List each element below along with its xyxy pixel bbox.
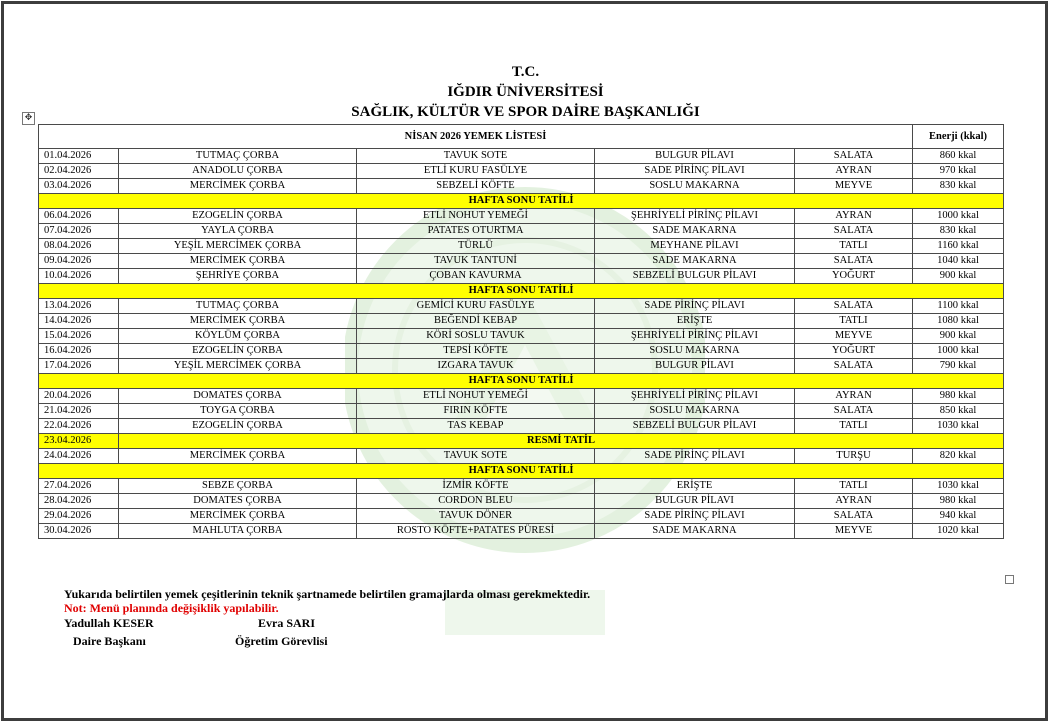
date-cell: 07.04.2026 — [39, 224, 119, 239]
menu-table — [38, 124, 1004, 539]
table-row — [39, 404, 1004, 419]
extra-cell: TATLI — [795, 239, 913, 254]
side-dish-cell: SADE PİRİNÇ PİLAVI — [595, 449, 795, 464]
side-dish-cell: ŞEHRİYELİ PİRİNÇ PİLAVI — [595, 389, 795, 404]
energy-cell: 940 kkal — [913, 509, 1004, 524]
change-warning: Not: Menü planında değişiklik yapılabilir. — [64, 601, 279, 615]
date-cell: 30.04.2026 — [39, 524, 119, 539]
energy-cell: 860 kkal — [913, 149, 1004, 164]
extra-cell: AYRAN — [795, 164, 913, 179]
table-row — [39, 329, 1004, 344]
date-cell: 03.04.2026 — [39, 179, 119, 194]
header-university: IĞDIR ÜNİVERSİTESİ — [447, 84, 604, 100]
extra-cell: MEYVE — [795, 329, 913, 344]
official-holiday-label: RESMİ TATİL — [119, 434, 1004, 449]
energy-cell: 970 kkal — [913, 164, 1004, 179]
date-cell: 09.04.2026 — [39, 254, 119, 269]
date-cell: 16.04.2026 — [39, 344, 119, 359]
main-dish-cell: TAVUK TANTUNİ — [357, 254, 595, 269]
table-row — [39, 209, 1004, 224]
extra-cell: SALATA — [795, 224, 913, 239]
date-cell: 02.04.2026 — [39, 164, 119, 179]
soup-cell: MERCİMEK ÇORBA — [119, 314, 357, 329]
soup-cell: MERCİMEK ÇORBA — [119, 509, 357, 524]
date-cell: 10.04.2026 — [39, 269, 119, 284]
soup-cell: MERCİMEK ÇORBA — [119, 179, 357, 194]
energy-cell: 1030 kkal — [913, 479, 1004, 494]
energy-cell: 1100 kkal — [913, 299, 1004, 314]
date-cell: 08.04.2026 — [39, 239, 119, 254]
side-dish-cell: MEYHANE PİLAVI — [595, 239, 795, 254]
extra-cell: AYRAN — [795, 494, 913, 509]
signer2-title: Öğretim Görevlisi — [235, 634, 328, 648]
resize-handle-icon[interactable] — [1005, 575, 1014, 584]
date-cell: 01.04.2026 — [39, 149, 119, 164]
table-row — [39, 419, 1004, 434]
table-title: NİSAN 2026 YEMEK LİSTESİ — [39, 125, 913, 149]
table-row — [39, 314, 1004, 329]
weekend-holiday-row — [39, 464, 1004, 479]
energy-cell: 900 kkal — [913, 329, 1004, 344]
official-holiday-row — [39, 434, 1004, 449]
main-dish-cell: TEPSİ KÖFTE — [357, 344, 595, 359]
soup-cell: TOYGA ÇORBA — [119, 404, 357, 419]
date-cell: 29.04.2026 — [39, 509, 119, 524]
soup-cell: TUTMAÇ ÇORBA — [119, 299, 357, 314]
weekend-holiday-label: HAFTA SONU TATİLİ — [39, 284, 1004, 299]
portion-note: Yukarıda belirtilen yemek çeşitlerinin teknik şartnamede belirtilen gramajlarda olması gerekmektedir. — [64, 587, 591, 601]
energy-cell: 900 kkal — [913, 269, 1004, 284]
soup-cell: YEŞİL MERCİMEK ÇORBA — [119, 239, 357, 254]
side-dish-cell: SADE MAKARNA — [595, 224, 795, 239]
signer1-name: Yadullah KESER — [64, 616, 154, 630]
soup-cell: YEŞİL MERCİMEK ÇORBA — [119, 359, 357, 374]
energy-cell: 1000 kkal — [913, 209, 1004, 224]
energy-column-header: Enerji (kkal) — [913, 125, 1004, 149]
date-cell: 22.04.2026 — [39, 419, 119, 434]
weekend-holiday-row — [39, 374, 1004, 389]
energy-cell: 830 kkal — [913, 179, 1004, 194]
soup-cell: KÖYLÜM ÇORBA — [119, 329, 357, 344]
extra-cell: TATLI — [795, 479, 913, 494]
table-row — [39, 359, 1004, 374]
main-dish-cell: TAVUK SOTE — [357, 149, 595, 164]
main-dish-cell: ETLİ NOHUT YEMEĞİ — [357, 389, 595, 404]
side-dish-cell: SADE PİRİNÇ PİLAVI — [595, 299, 795, 314]
soup-cell: YAYLA ÇORBA — [119, 224, 357, 239]
signer1-title: Daire Başkanı — [73, 634, 146, 648]
extra-cell: SALATA — [795, 299, 913, 314]
table-row — [39, 389, 1004, 404]
extra-cell: TATLI — [795, 419, 913, 434]
table-row — [39, 224, 1004, 239]
main-dish-cell: BEĞENDİ KEBAP — [357, 314, 595, 329]
soup-cell: DOMATES ÇORBA — [119, 494, 357, 509]
table-row — [39, 344, 1004, 359]
extra-cell: MEYVE — [795, 179, 913, 194]
header-tc: T.C. — [511, 64, 540, 80]
extra-cell: TATLI — [795, 314, 913, 329]
energy-cell: 790 kkal — [913, 359, 1004, 374]
main-dish-cell: ETLİ NOHUT YEMEĞİ — [357, 209, 595, 224]
table-row — [39, 149, 1004, 164]
energy-cell: 1020 kkal — [913, 524, 1004, 539]
main-dish-cell: ROSTO KÖFTE+PATATES PÜRESİ — [357, 524, 595, 539]
side-dish-cell: SOSLU MAKARNA — [595, 179, 795, 194]
soup-cell: EZOGELİN ÇORBA — [119, 419, 357, 434]
main-dish-cell: İZMİR KÖFTE — [357, 479, 595, 494]
main-dish-cell: PATATES OTURTMA — [357, 224, 595, 239]
main-dish-cell: FIRIN KÖFTE — [357, 404, 595, 419]
table-row — [39, 179, 1004, 194]
extra-cell: AYRAN — [795, 389, 913, 404]
side-dish-cell: SADE PİRİNÇ PİLAVI — [595, 509, 795, 524]
table-row — [39, 494, 1004, 509]
table-row — [39, 239, 1004, 254]
extra-cell: SALATA — [795, 359, 913, 374]
table-row — [39, 524, 1004, 539]
side-dish-cell: SEBZELİ BULGUR PİLAVI — [595, 269, 795, 284]
date-cell: 06.04.2026 — [39, 209, 119, 224]
side-dish-cell: ŞEHRİYELİ PİRİNÇ PİLAVI — [595, 209, 795, 224]
signer2-name: Evra SARI — [258, 616, 316, 630]
table-row — [39, 164, 1004, 179]
main-dish-cell: TÜRLÜ — [357, 239, 595, 254]
energy-cell: 1040 kkal — [913, 254, 1004, 269]
energy-cell: 1080 kkal — [913, 314, 1004, 329]
soup-cell: MAHLUTA ÇORBA — [119, 524, 357, 539]
side-dish-cell: SOSLU MAKARNA — [595, 404, 795, 419]
date-cell: 20.04.2026 — [39, 389, 119, 404]
extra-cell: SALATA — [795, 149, 913, 164]
soup-cell: MERCİMEK ÇORBA — [119, 449, 357, 464]
weekend-holiday-label: HAFTA SONU TATİLİ — [39, 464, 1004, 479]
energy-cell: 1160 kkal — [913, 239, 1004, 254]
extra-cell: MEYVE — [795, 524, 913, 539]
soup-cell: EZOGELİN ÇORBA — [119, 209, 357, 224]
date-cell: 15.04.2026 — [39, 329, 119, 344]
soup-cell: MERCİMEK ÇORBA — [119, 254, 357, 269]
extra-cell: SALATA — [795, 254, 913, 269]
soup-cell: TUTMAÇ ÇORBA — [119, 149, 357, 164]
table-row — [39, 449, 1004, 464]
move-handle-icon[interactable]: ✥ — [22, 112, 35, 125]
date-cell: 28.04.2026 — [39, 494, 119, 509]
date-cell: 21.04.2026 — [39, 404, 119, 419]
table-row — [39, 269, 1004, 284]
date-cell: 17.04.2026 — [39, 359, 119, 374]
energy-cell: 980 kkal — [913, 494, 1004, 509]
energy-cell: 1000 kkal — [913, 344, 1004, 359]
side-dish-cell: SOSLU MAKARNA — [595, 344, 795, 359]
date-cell: 24.04.2026 — [39, 449, 119, 464]
main-dish-cell: ÇOBAN KAVURMA — [357, 269, 595, 284]
energy-cell: 850 kkal — [913, 404, 1004, 419]
side-dish-cell: BULGUR PİLAVI — [595, 494, 795, 509]
main-dish-cell: TAS KEBAP — [357, 419, 595, 434]
table-row — [39, 299, 1004, 314]
main-dish-cell: KÖRİ SOSLU TAVUK — [357, 329, 595, 344]
weekend-holiday-row — [39, 194, 1004, 209]
extra-cell: YOĞURT — [795, 269, 913, 284]
main-dish-cell: SEBZELİ KÖFTE — [357, 179, 595, 194]
date-cell: 27.04.2026 — [39, 479, 119, 494]
weekend-holiday-label: HAFTA SONU TATİLİ — [39, 194, 1004, 209]
table-title-row — [39, 125, 1004, 149]
weekend-holiday-label: HAFTA SONU TATİLİ — [39, 374, 1004, 389]
side-dish-cell: SADE MAKARNA — [595, 254, 795, 269]
side-dish-cell: SADE PİRİNÇ PİLAVI — [595, 164, 795, 179]
soup-cell: DOMATES ÇORBA — [119, 389, 357, 404]
table-row — [39, 254, 1004, 269]
energy-cell: 1030 kkal — [913, 419, 1004, 434]
main-dish-cell: TAVUK SOTE — [357, 449, 595, 464]
extra-cell: SALATA — [795, 509, 913, 524]
extra-cell: TURŞU — [795, 449, 913, 464]
date-cell: 23.04.2026 — [39, 434, 119, 449]
extra-cell: YOĞURT — [795, 344, 913, 359]
extra-cell: AYRAN — [795, 209, 913, 224]
extra-cell: SALATA — [795, 404, 913, 419]
soup-cell: ANADOLU ÇORBA — [119, 164, 357, 179]
side-dish-cell: ERİŞTE — [595, 314, 795, 329]
date-cell: 13.04.2026 — [39, 299, 119, 314]
soup-cell: ŞEHRİYE ÇORBA — [119, 269, 357, 284]
weekend-holiday-row — [39, 284, 1004, 299]
main-dish-cell: TAVUK DÖNER — [357, 509, 595, 524]
main-dish-cell: IZGARA TAVUK — [357, 359, 595, 374]
energy-cell: 830 kkal — [913, 224, 1004, 239]
soup-cell: SEBZE ÇORBA — [119, 479, 357, 494]
side-dish-cell: ERİŞTE — [595, 479, 795, 494]
side-dish-cell: BULGUR PİLAVI — [595, 359, 795, 374]
table-row — [39, 509, 1004, 524]
main-dish-cell: CORDON BLEU — [357, 494, 595, 509]
main-dish-cell: ETLİ KURU FASÜLYE — [357, 164, 595, 179]
side-dish-cell: SEBZELİ BULGUR PİLAVI — [595, 419, 795, 434]
date-cell: 14.04.2026 — [39, 314, 119, 329]
side-dish-cell: BULGUR PİLAVI — [595, 149, 795, 164]
energy-cell: 980 kkal — [913, 389, 1004, 404]
table-row — [39, 479, 1004, 494]
main-dish-cell: GEMİCİ KURU FASÜLYE — [357, 299, 595, 314]
header-department: SAĞLIK, KÜLTÜR VE SPOR DAİRE BAŞKANLIĞI — [351, 104, 700, 120]
side-dish-cell: SADE MAKARNA — [595, 524, 795, 539]
side-dish-cell: ŞEHRİYELİ PİRİNÇ PİLAVI — [595, 329, 795, 344]
energy-cell: 820 kkal — [913, 449, 1004, 464]
soup-cell: EZOGELİN ÇORBA — [119, 344, 357, 359]
